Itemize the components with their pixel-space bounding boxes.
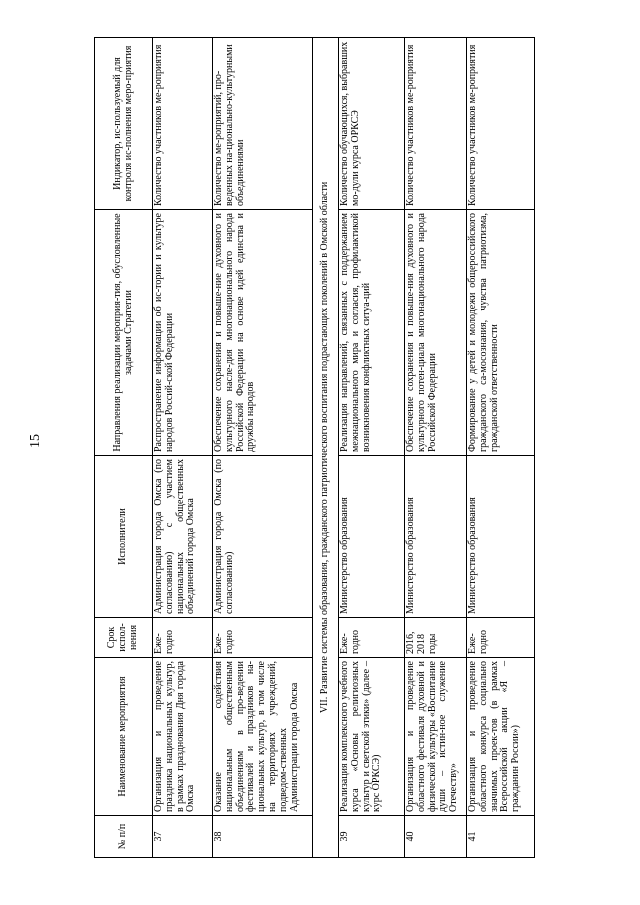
table-header-row bbox=[95, 38, 153, 858]
row-executors: Министерство образования bbox=[405, 456, 467, 618]
header-executors: Исполнители bbox=[95, 456, 153, 618]
header-num: № п/п bbox=[95, 816, 153, 858]
row-executors: Министерство образования bbox=[467, 456, 535, 618]
page-number: 15 bbox=[28, 434, 43, 448]
section-row bbox=[313, 38, 339, 858]
table-row bbox=[213, 38, 313, 858]
row-direction: Формирование у детей и молодежи общероссийского гражданского са-мосознания, чувства патриотизма, гражданской ответственности bbox=[467, 210, 535, 456]
row-indicator: Количество участников ме-роприятия bbox=[467, 38, 535, 210]
header-direction: Направления реализации мероприя-тия, обусловленные задачами Стратегии bbox=[95, 210, 153, 456]
row-num: 40 bbox=[405, 816, 467, 858]
row-executors: Министерство образования bbox=[339, 456, 405, 618]
row-num: 39 bbox=[339, 816, 405, 858]
row-direction: Обеспечение сохранения и повыше-ния духовного и культурного потен-циала многонационального народа Российской Федерации bbox=[405, 210, 467, 456]
row-indicator: Количество обучающихся, выбравших мо-дули курса ОРКСЭ bbox=[339, 38, 405, 210]
table-row bbox=[467, 38, 535, 858]
row-executors: Администрация города Омска (по согласованию) bbox=[213, 456, 313, 618]
row-name: Организация и проведение праздника национальных культур, в рамках празднования Дня города Омска bbox=[153, 658, 213, 816]
row-indicator: Количество участников ме-роприятия bbox=[405, 38, 467, 210]
table-row bbox=[153, 38, 213, 858]
row-num: 37 bbox=[153, 816, 213, 858]
row-name: Организация и проведение областного фестиваля духовной и физической культуры «Воспитание души – истин-ное служение Отечеству» bbox=[405, 658, 467, 816]
row-direction: Реализация направлений, связанных с поддержанием межнационального мира и согласия, профилактикой возникновения конфликтных ситуа-ций bbox=[339, 210, 405, 456]
row-indicator: Количество участников ме-роприятия bbox=[153, 38, 213, 210]
row-direction: Распространение информации об ис-тории и культуре народов Россий-ской Федерации bbox=[153, 210, 213, 456]
row-term: Еже-годно bbox=[153, 618, 213, 658]
table-row bbox=[405, 38, 467, 858]
row-term: Еже-годно bbox=[467, 618, 535, 658]
row-num: 41 bbox=[467, 816, 535, 858]
table-row bbox=[339, 38, 405, 858]
row-name: Оказание содействия национальным общественным объединениям в про-ведении фестивалей и праздников на-циональных культур, в том числе на территориях учреждений, подведом-ственных Администрации города Омска bbox=[213, 658, 313, 816]
row-executors: Администрация города Омска (по согласованию) с участием национальных общественных объединений города Омска bbox=[153, 456, 213, 618]
header-term: Срок испол-нения bbox=[95, 618, 153, 658]
measures-table bbox=[94, 37, 535, 858]
header-indicator: Индикатор, ис-пользуемый для контроля ис-полнения меро-приятия bbox=[95, 38, 153, 210]
row-name: Реализация комплексного учебного курса «Основы религиозных культур и светской этики» (далее – курс ОРКСЭ) bbox=[339, 658, 405, 816]
row-name: Организация и проведение областного конкурса социально значимых проек-тов (в рамках Всероссийской акции «Я – гражданин России») bbox=[467, 658, 535, 816]
row-direction: Обеспечение сохранения и повыше-ние духовного и культурного насле-дия многонационального народа Российской Федерации на основе идей единства и дружбы народов bbox=[213, 210, 313, 456]
row-term: Еже-годно bbox=[339, 618, 405, 658]
section-title: VII. Развитие системы образования, гражданского патриотического воспитания подрастающих поколений в Омской области bbox=[313, 38, 339, 858]
row-term: 2016, 2018 годы bbox=[405, 618, 467, 658]
row-term: Еже-годно bbox=[213, 618, 313, 658]
row-indicator: Количество ме-роприятий, про-веденных на-ционально-культурными объединениями bbox=[213, 38, 313, 210]
header-name: Наименование мероприятия bbox=[95, 658, 153, 816]
rotated-table-container bbox=[94, 38, 534, 858]
row-num: 38 bbox=[213, 816, 313, 858]
